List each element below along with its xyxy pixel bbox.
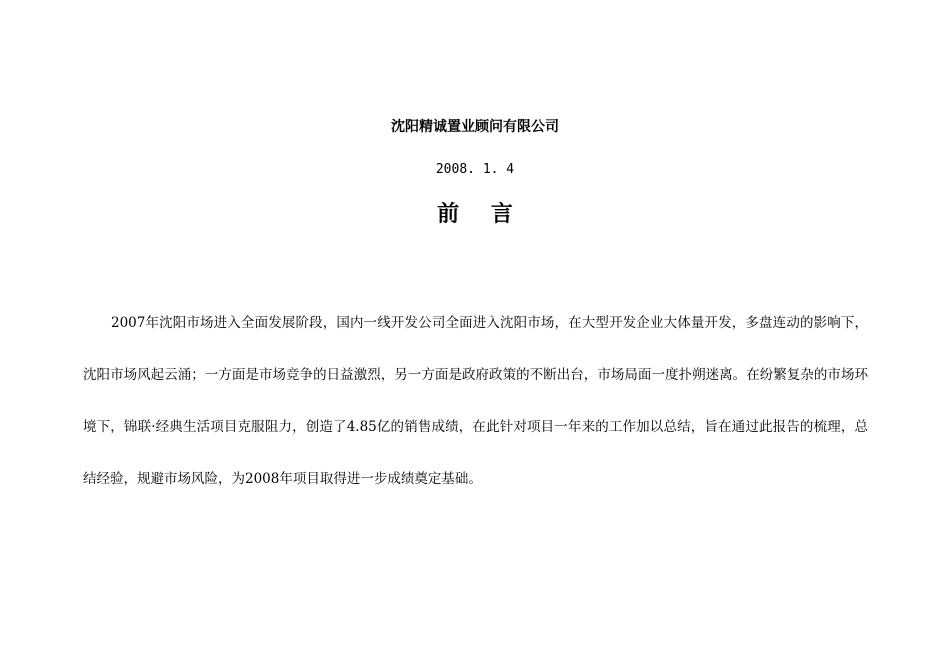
section-heading: 前 言 [437,202,525,227]
company-name: 沈阳精诚置业顾问有限公司 [391,119,559,135]
document-date: 2008. 1. 4 [435,162,515,177]
preface-paragraph: 2007年沈阳市场进入全面发展阶段，国内一线开发公司全面进入沈阳市场，在大型开发企业大体量开发，多盘连动的影响下，沈阳市场风起云涌；一方面是市场竞争的日益激烈，另一方面是政府政策的不断出台，市场局面一度扑朔迷离。在纷繁复杂的市场环境下，锦联·经典生活项目克服阻力，创造了4.85亿的销售成绩，在此针对项目一年来的工作加以总结，旨在通过此报告的梳理，总结经验，规避市场风险，为2008年项目取得进一步成绩奠定基础。 [83,315,868,487]
